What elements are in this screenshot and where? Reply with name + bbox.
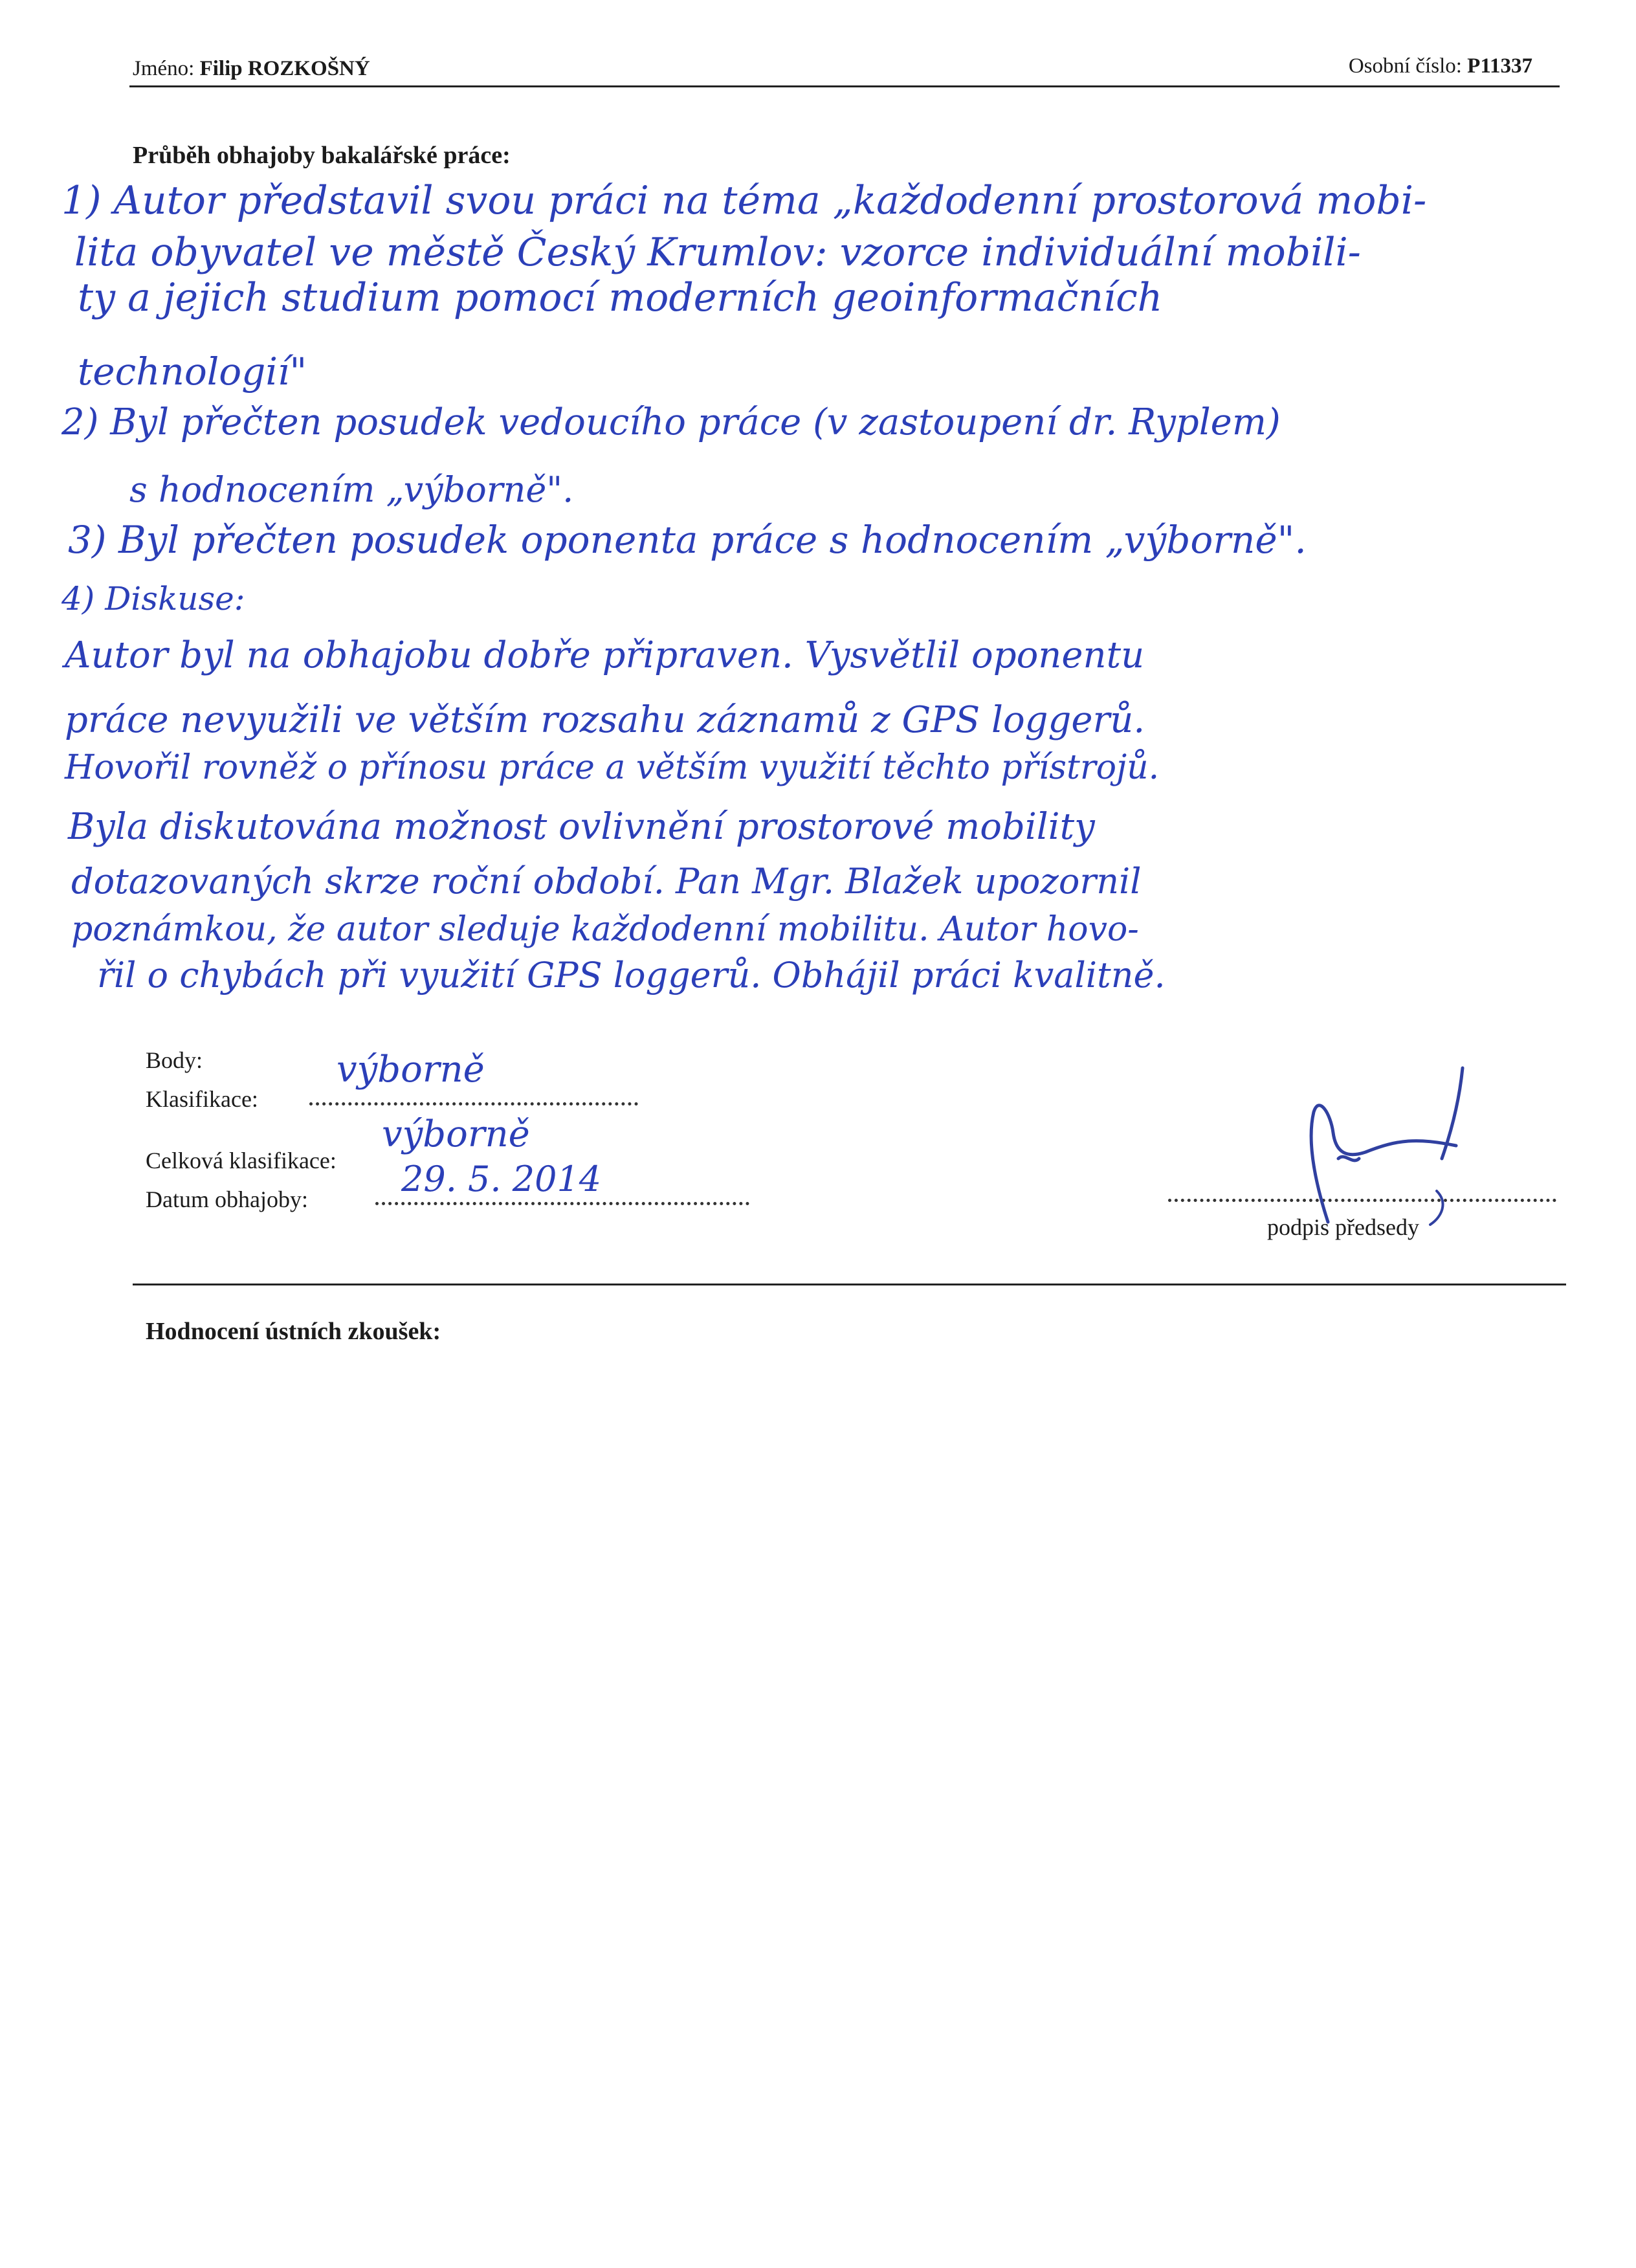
defense-date-dotted-line — [375, 1202, 749, 1205]
signature-label: podpis předsedy — [1267, 1214, 1419, 1240]
overall-classification-label: Celková klasifikace: — [146, 1148, 337, 1173]
defense-note-line: Byla diskutována možnost ovlivnění prostorové mobility — [68, 806, 1095, 848]
defense-note-line: 3) Byl přečten posudek oponenta práce s hodnocením „výborně". — [68, 518, 1307, 562]
defense-note-line: Hovořil rovněž o přínosu práce a větším využití těchto přístrojů. — [65, 748, 1160, 787]
section-divider — [133, 1284, 1566, 1285]
oral-exams-title: Hodnocení ústních zkoušek: — [146, 1318, 441, 1345]
overall-classification-value: výborně — [382, 1113, 530, 1155]
defense-note-line: poznámkou, že autor sleduje každodenní mobilitu. Autor hovo- — [71, 910, 1139, 949]
defense-note-line: řil o chybách při využití GPS loggerů. Obhájil práci kvalitně. — [97, 955, 1166, 995]
defense-note-line: 2) Byl přečten posudek vedoucího práce (v zastoupení dr. Ryplem) — [61, 401, 1281, 443]
defense-note-line: Autor byl na obhajobu dobře připraven. Vysvětlil oponentu — [65, 634, 1145, 676]
header-rule — [129, 85, 1560, 87]
student-name-value: Filip ROZKOŠNÝ — [199, 57, 370, 80]
defense-date-value: 29. 5. 2014 — [401, 1159, 602, 1199]
points-label: Body: — [146, 1047, 203, 1073]
defense-title: Průběh obhajoby bakalářské práce: — [133, 142, 511, 169]
defense-note-line: ty a jejich studium pomocí moderních geoinformačních — [78, 275, 1163, 320]
defense-date-label: Datum obhajoby: — [146, 1186, 308, 1212]
classification-value: výborně — [337, 1049, 485, 1091]
student-id-value: P11337 — [1467, 54, 1532, 78]
defense-note-line: technologií" — [78, 350, 307, 394]
student-name — [133, 57, 370, 81]
classification-dotted-line — [309, 1102, 638, 1106]
defense-note-line: lita obyvatel ve městě Český Krumlov: vzorce individuální mobili- — [74, 230, 1361, 275]
defense-note-line: dotazovaných skrze roční období. Pan Mgr. Blažek upozornil — [71, 861, 1142, 902]
student-name-label: Jméno: — [133, 57, 195, 80]
defense-note-line: 4) Diskuse: — [61, 580, 245, 617]
classification-label: Klasifikace: — [146, 1086, 258, 1112]
defense-note-line: s hodnocením „výborně". — [129, 469, 574, 510]
student-id — [1349, 54, 1532, 78]
student-id-label: Osobní číslo: — [1348, 54, 1462, 78]
defense-note-line: práce nevyužili ve větším rozsahu záznamů z GPS loggerů. — [65, 699, 1145, 741]
defense-note-line: 1) Autor představil svou práci na téma „každodenní prostorová mobi- — [61, 178, 1427, 223]
